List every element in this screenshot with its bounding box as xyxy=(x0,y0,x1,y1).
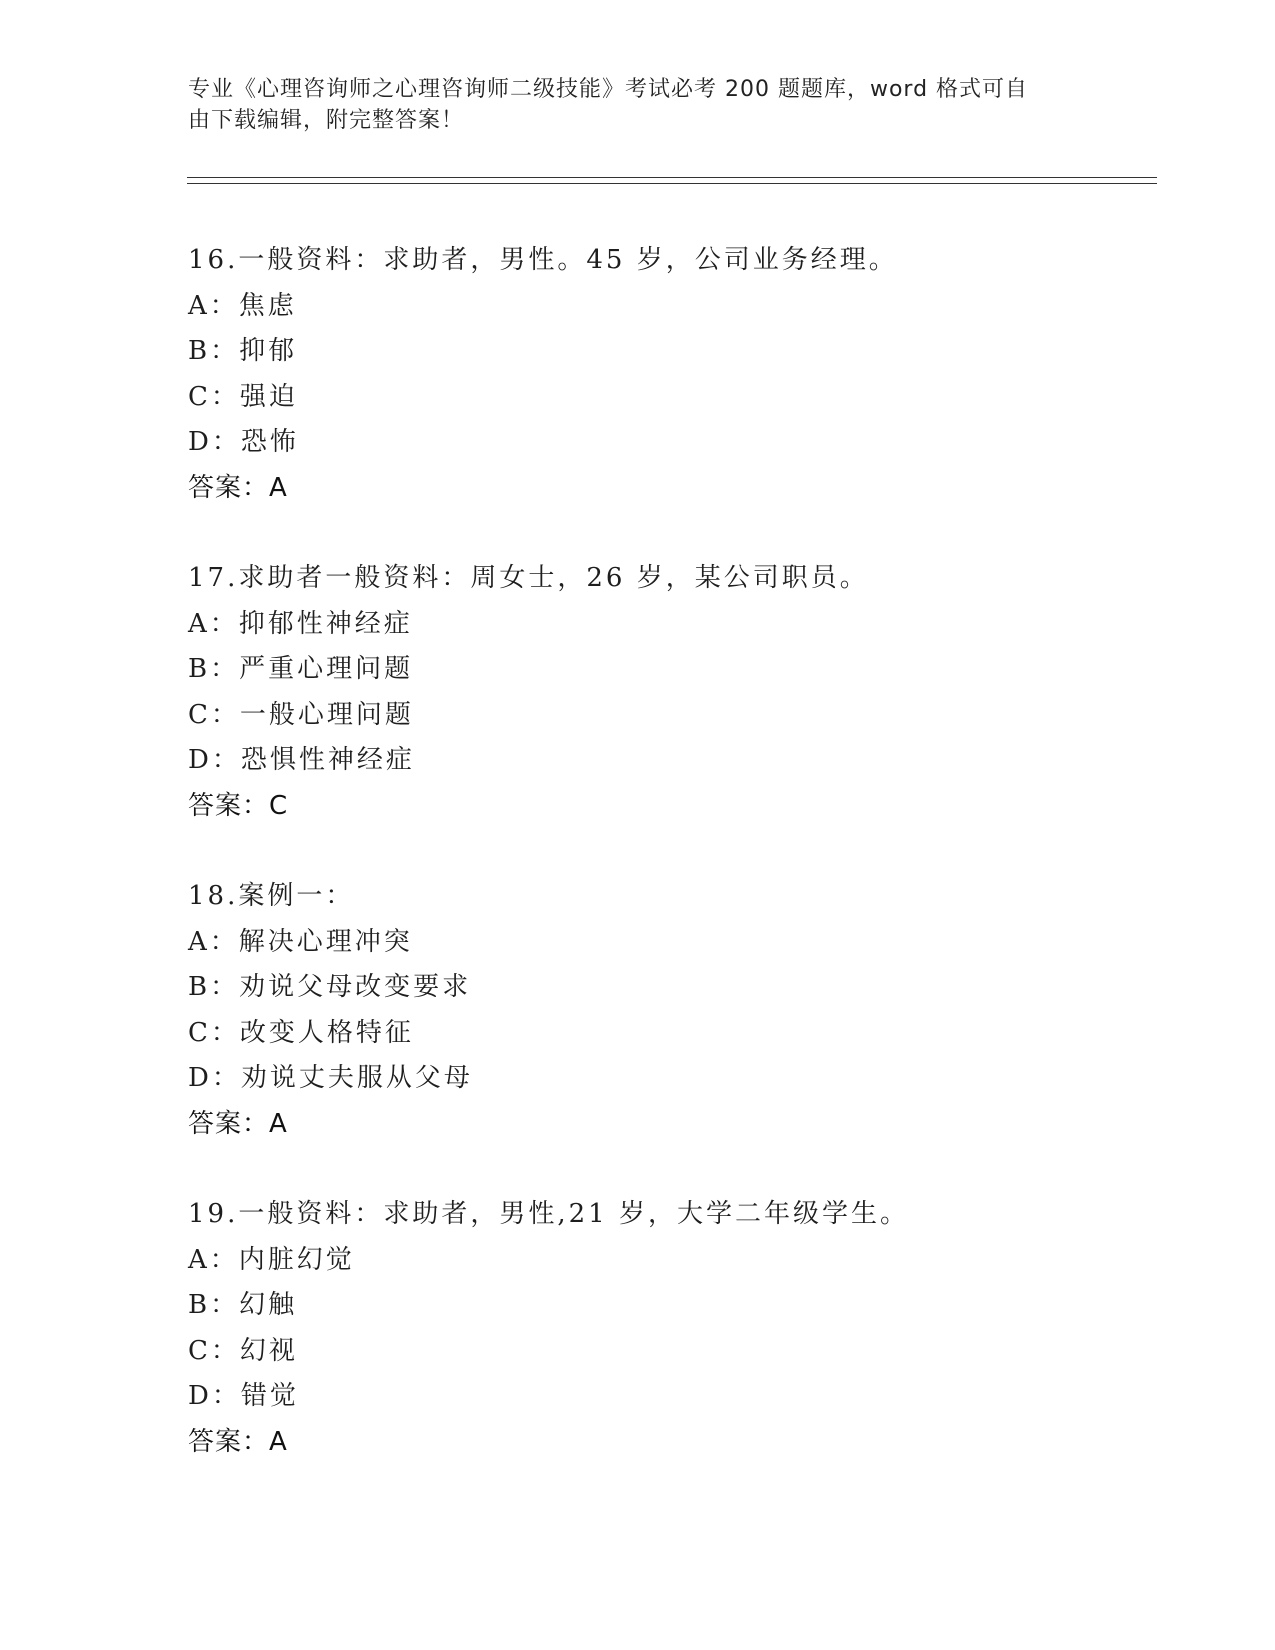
question-19 xyxy=(188,1192,1148,1465)
option-b: B：抑郁 xyxy=(188,336,298,366)
header-divider-top xyxy=(187,177,1157,178)
question-stem: 18.案例一： xyxy=(188,881,355,911)
header-line-2: 由下载编辑，附完整答案！ xyxy=(188,108,465,133)
option-a: A：抑郁性神经症 xyxy=(188,608,413,639)
header-divider-bottom xyxy=(187,183,1157,184)
question-stem: 17.求助者一般资料：周女士，26 岁，某公司职员。 xyxy=(188,563,869,593)
question-18 xyxy=(188,874,1148,1147)
option-b: B：劝说父母改变要求 xyxy=(188,972,472,1002)
document-header xyxy=(188,74,1068,136)
option-b: B：严重心理问题 xyxy=(188,654,414,684)
option-a: A：焦虑 xyxy=(188,290,297,321)
option-c: C：幻视 xyxy=(188,1335,298,1366)
option-d: D：劝说丈夫服从父母 xyxy=(188,1063,473,1093)
answer-line: 答案：C xyxy=(188,790,289,821)
option-c: C：一般心理问题 xyxy=(188,699,414,730)
option-d: D：错觉 xyxy=(188,1381,299,1411)
answer-line: 答案：A xyxy=(188,472,288,503)
question-17 xyxy=(188,556,1148,829)
answer-line: 答案：A xyxy=(188,1108,288,1139)
option-d: D：恐怖 xyxy=(188,427,299,457)
question-16 xyxy=(188,238,1148,511)
option-d: D：恐惧性神经症 xyxy=(188,745,415,775)
question-stem: 19.一般资料：求助者，男性,21 岁，大学二年级学生。 xyxy=(188,1199,909,1229)
question-stem: 16.一般资料：求助者，男性。45 岁，公司业务经理。 xyxy=(188,245,898,275)
question-list xyxy=(188,238,1148,1510)
answer-line: 答案：A xyxy=(188,1426,288,1457)
option-b: B：幻触 xyxy=(188,1290,298,1320)
option-c: C：强迫 xyxy=(188,381,298,412)
header-line-1: 专业《心理咨询师之心理咨询师二级技能》考试必考 200 题题库，word 格式可自 xyxy=(188,77,1029,102)
option-a: A：内脏幻觉 xyxy=(188,1244,355,1275)
option-c: C：改变人格特征 xyxy=(188,1017,414,1048)
option-a: A：解决心理冲突 xyxy=(188,926,413,957)
